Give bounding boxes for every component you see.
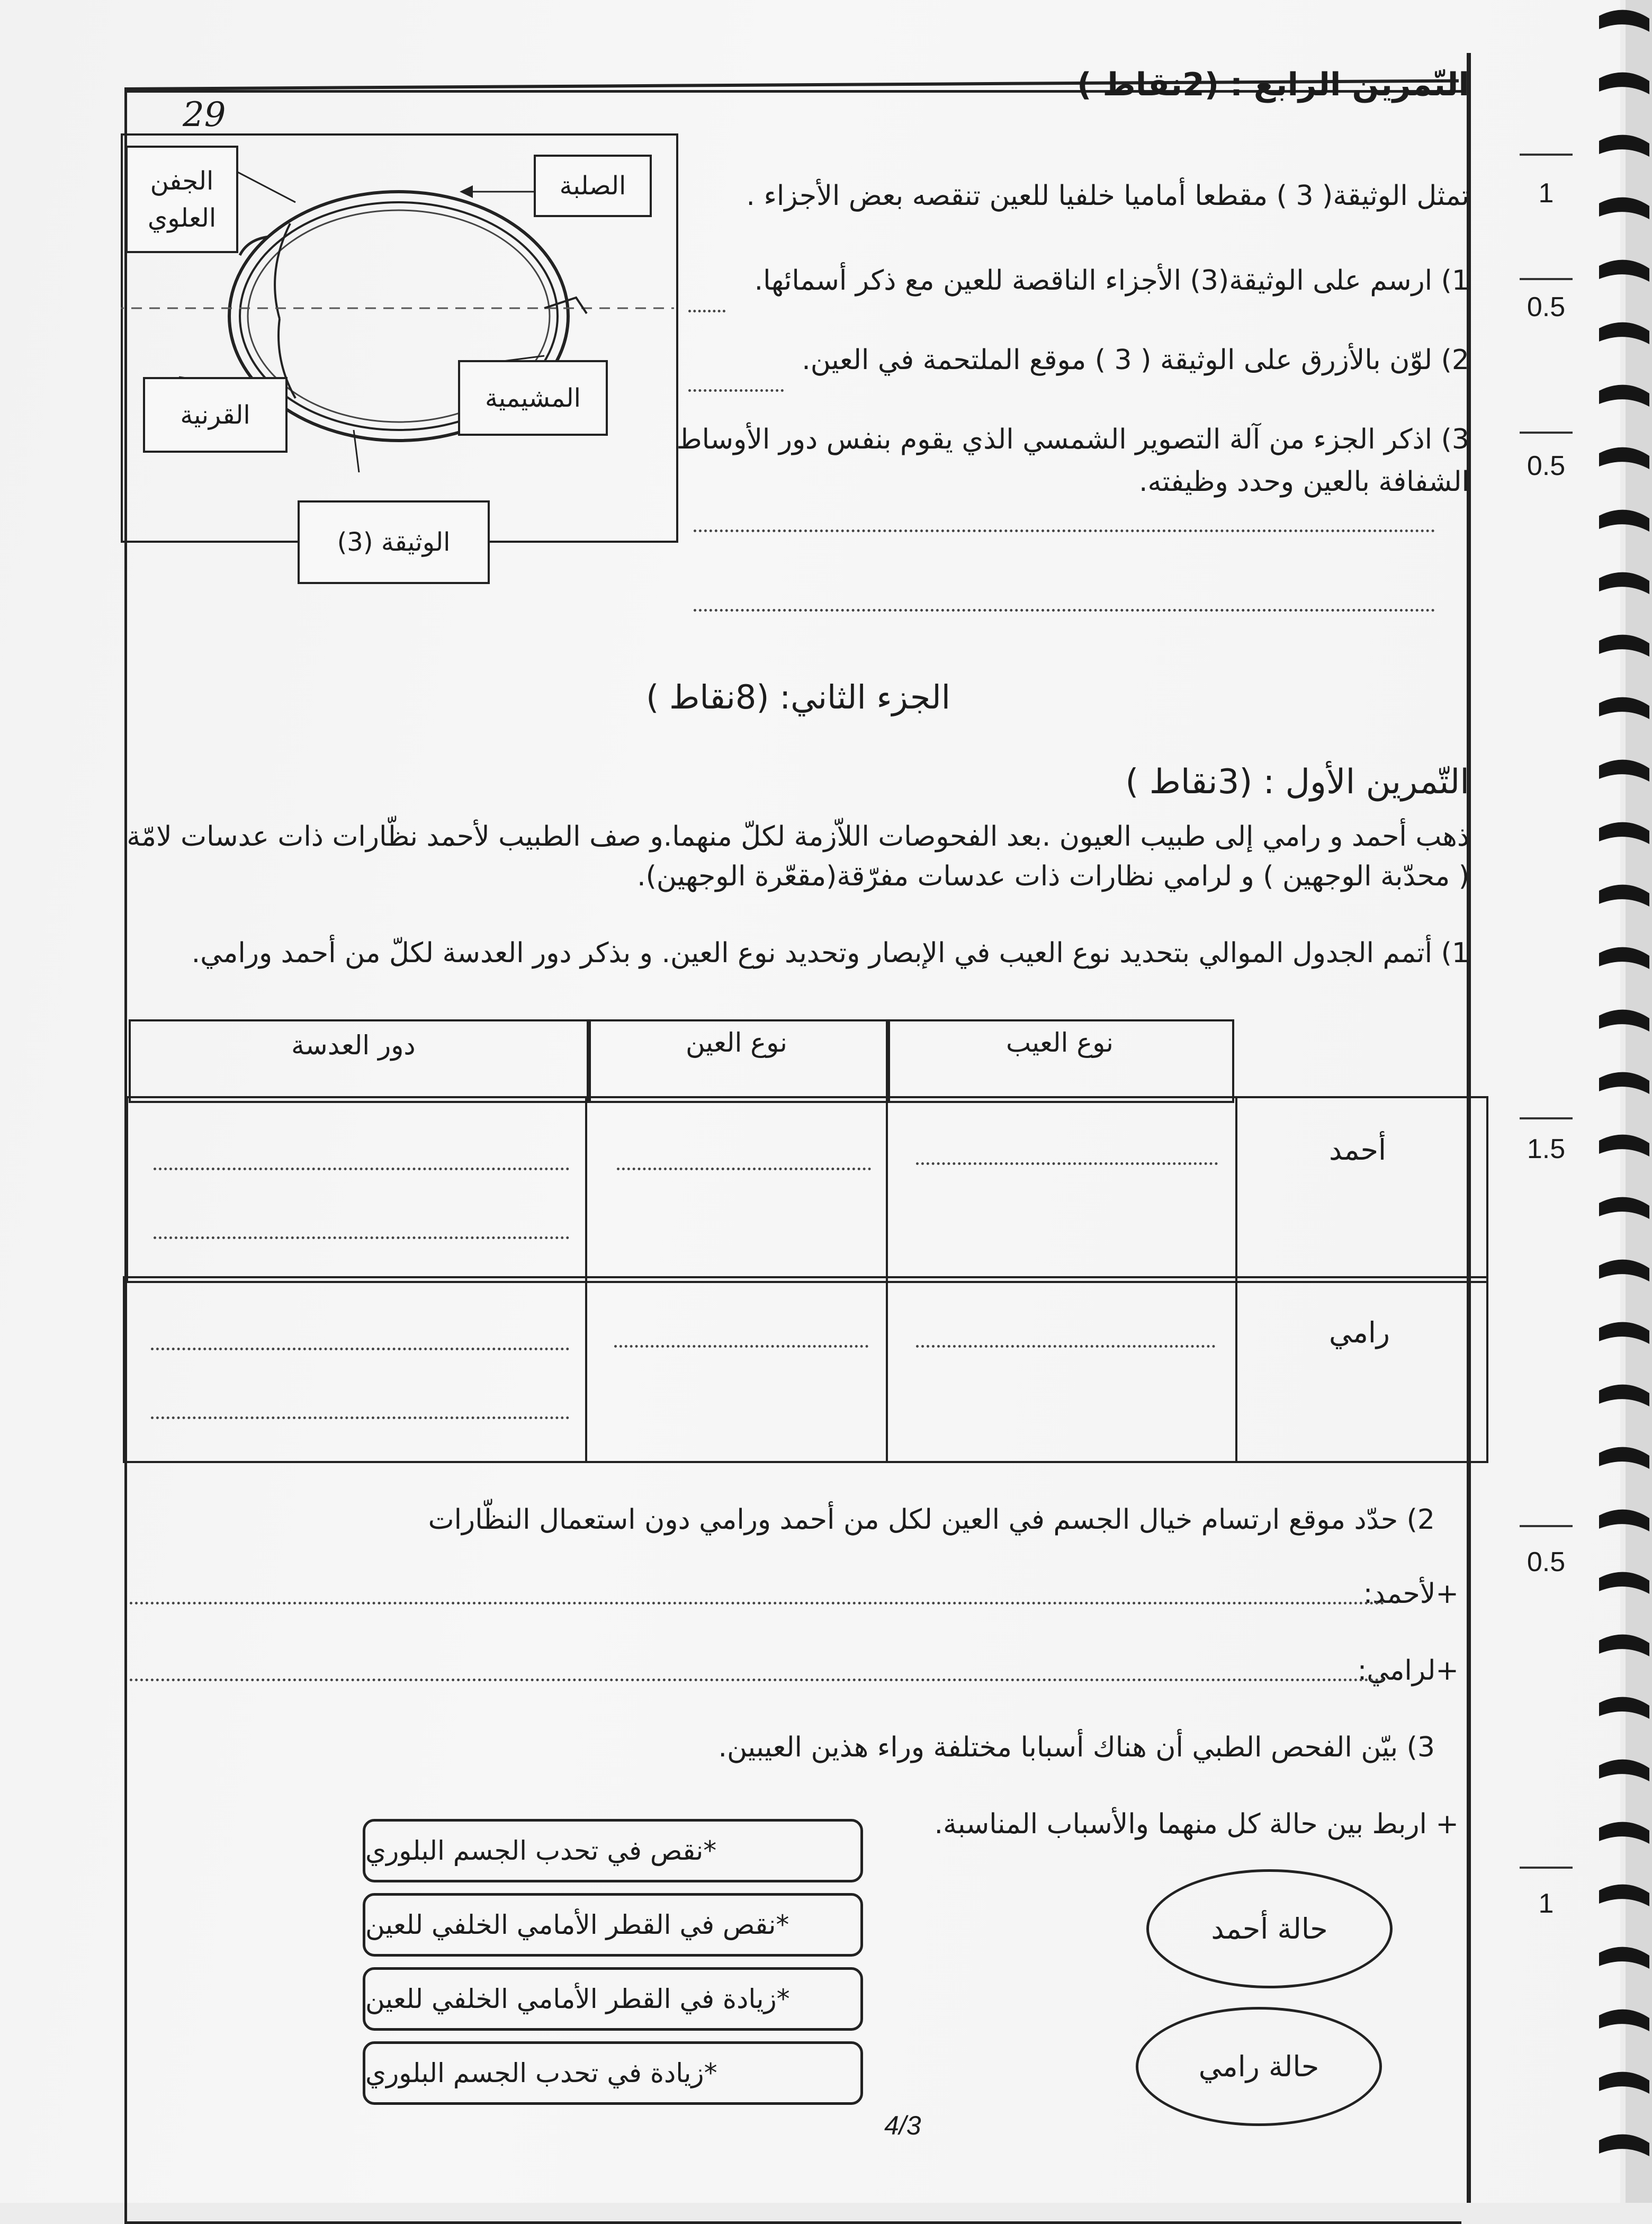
answer-line bbox=[694, 609, 1435, 612]
q2-rami-answer[interactable] bbox=[130, 1679, 1385, 1681]
reason-option-1[interactable]: *نقص في تحدب الجسم البلوري bbox=[363, 1819, 863, 1882]
spiral-binding bbox=[1594, 0, 1652, 2203]
exercise1-intro-line2: ( محدّبة الوجهين ) و لرامي نظارات ذات عدسات مفرّقة(مقعّرة الوجهين). bbox=[637, 860, 1469, 892]
exercise4-title: التّمرين الرابع : (2نقاط ) bbox=[1077, 66, 1469, 103]
exercise4-intro: تمثل الوثيقة( 3 ) مقطعا أماميا خلفيا للعين تنقصه بعض الأجزاء . bbox=[746, 180, 1469, 212]
page-number: 4/3 bbox=[884, 2111, 921, 2140]
reason-option-3[interactable]: *زيادة في القطر الأمامي الخلفي للعين bbox=[363, 1967, 863, 2031]
score-line bbox=[1520, 1117, 1573, 1119]
part2-title: الجزء الثاني: (8نقاط ) bbox=[646, 678, 950, 716]
col-eye-header: نوع العين bbox=[686, 1027, 787, 1058]
ahmed-eye-answer[interactable] bbox=[617, 1168, 871, 1170]
exercise1-q3-link: + اربط بين حالة كل منهما والأسباب المناسبة. bbox=[934, 1808, 1459, 1840]
rami-defect-answer[interactable] bbox=[916, 1345, 1215, 1348]
case-ahmed[interactable]: حالة أحمد bbox=[1146, 1869, 1393, 1988]
q2-rami-label: +لرامي: bbox=[1357, 1655, 1459, 1687]
table-col-line bbox=[1235, 1096, 1237, 1461]
ahmed-lens-answer[interactable] bbox=[154, 1168, 569, 1170]
row-ahmed-label: أحمد bbox=[1329, 1133, 1386, 1167]
col-defect-header: نوع العيب bbox=[1006, 1027, 1114, 1058]
handwritten-number: 29 bbox=[183, 95, 226, 134]
rami-lens-answer[interactable] bbox=[151, 1348, 569, 1350]
label-sclera bbox=[534, 155, 652, 217]
exercise4-q2: 2) لوّن بالأزرق على الوثيقة ( 3 ) موقع الملتحمة في العين. bbox=[802, 344, 1469, 376]
reason-option-2[interactable]: *نقص في القطر الأمامي الخلفي للعين bbox=[363, 1893, 863, 1957]
label-eyelid-text: الجفن العلوي bbox=[147, 166, 217, 233]
score-line bbox=[1520, 278, 1573, 280]
col-lens-header: دور العدسة bbox=[291, 1030, 416, 1061]
score-line bbox=[1520, 1867, 1573, 1869]
row-rami-label: رامي bbox=[1329, 1316, 1390, 1349]
q2-ahmed-label: +لأحمد: bbox=[1363, 1578, 1459, 1610]
rami-eye-answer[interactable] bbox=[614, 1345, 868, 1348]
q2-ahmed-answer[interactable] bbox=[130, 1602, 1385, 1604]
figure-caption-text: الوثيقة (3) bbox=[337, 527, 451, 557]
label-eyelid bbox=[125, 146, 238, 253]
table-row-rami bbox=[123, 1276, 1488, 1463]
answer-line bbox=[694, 530, 1435, 532]
exercise1-q3: 3) بيّن الفحص الطبي أن هناك أسبابا مختلفة وراء هذين العيبين. bbox=[718, 1732, 1435, 1763]
score-line bbox=[1520, 432, 1573, 434]
exercise4-q3-line2: الشفافة بالعين وحدد وظيفته. bbox=[1139, 466, 1469, 498]
label-cornea bbox=[143, 377, 288, 453]
score-line bbox=[1520, 154, 1573, 156]
exercise4-q1: 1) ارسم على الوثيقة(3) الأجزاء الناقصة للعين مع ذكر أسمائها. bbox=[754, 265, 1469, 297]
exercise1-title: التّمرين الأول : (3نقاط ) bbox=[1125, 763, 1469, 802]
rami-lens-answer-2[interactable] bbox=[151, 1416, 569, 1419]
label-choroid-text: المشيمية bbox=[485, 383, 581, 413]
exercise4-q3-line1: 3) اذكر الجزء من آلة التصوير الشمسي الذي يقوم بنفس دور الأوساط bbox=[676, 424, 1469, 455]
table-row-ahmed bbox=[126, 1096, 1488, 1283]
table-col-line bbox=[585, 1096, 587, 1461]
figure-caption bbox=[298, 500, 490, 584]
ahmed-defect-answer[interactable] bbox=[916, 1162, 1218, 1165]
score-3: 0.5 bbox=[1527, 451, 1566, 481]
label-sclera-text: الصلبة bbox=[559, 171, 626, 201]
label-cornea-text: القرنية bbox=[180, 400, 250, 430]
answer-line bbox=[688, 310, 725, 312]
label-choroid bbox=[458, 360, 608, 436]
score-6: 1 bbox=[1538, 1888, 1554, 1919]
reason-option-4[interactable]: *زيادة في تحدب الجسم البلوري bbox=[363, 2041, 863, 2105]
ahmed-lens-answer-2[interactable] bbox=[154, 1236, 569, 1239]
score-4: 1.5 bbox=[1527, 1134, 1566, 1164]
case-rami[interactable]: حالة رامي bbox=[1136, 2007, 1382, 2126]
score-1: 1 bbox=[1538, 178, 1554, 209]
score-2: 0.5 bbox=[1527, 292, 1566, 322]
exercise1-q1: 1) أتمم الجدول الموالي بتحديد نوع العيب في الإبصار وتحديد نوع العين. و بذكر دور العدسة لكلّ من أحمد ورامي. bbox=[191, 937, 1469, 969]
exercise1-q2: 2) حدّد موقع ارتسام خيال الجسم في العين لكل من أحمد ورامي دون استعمال النظّارات bbox=[428, 1504, 1435, 1536]
table-col-line bbox=[886, 1096, 888, 1461]
score-5: 0.5 bbox=[1527, 1547, 1566, 1577]
score-line bbox=[1520, 1525, 1573, 1527]
answer-line bbox=[688, 389, 784, 392]
exercise1-intro-line1: ذهب أحمد و رامي إلى طبيب العيون .بعد الفحوصات اللاّزمة لكلّ منهما.و صف الطبيب لأحمد نظّارات ذات عدسات لامّة bbox=[127, 821, 1469, 853]
